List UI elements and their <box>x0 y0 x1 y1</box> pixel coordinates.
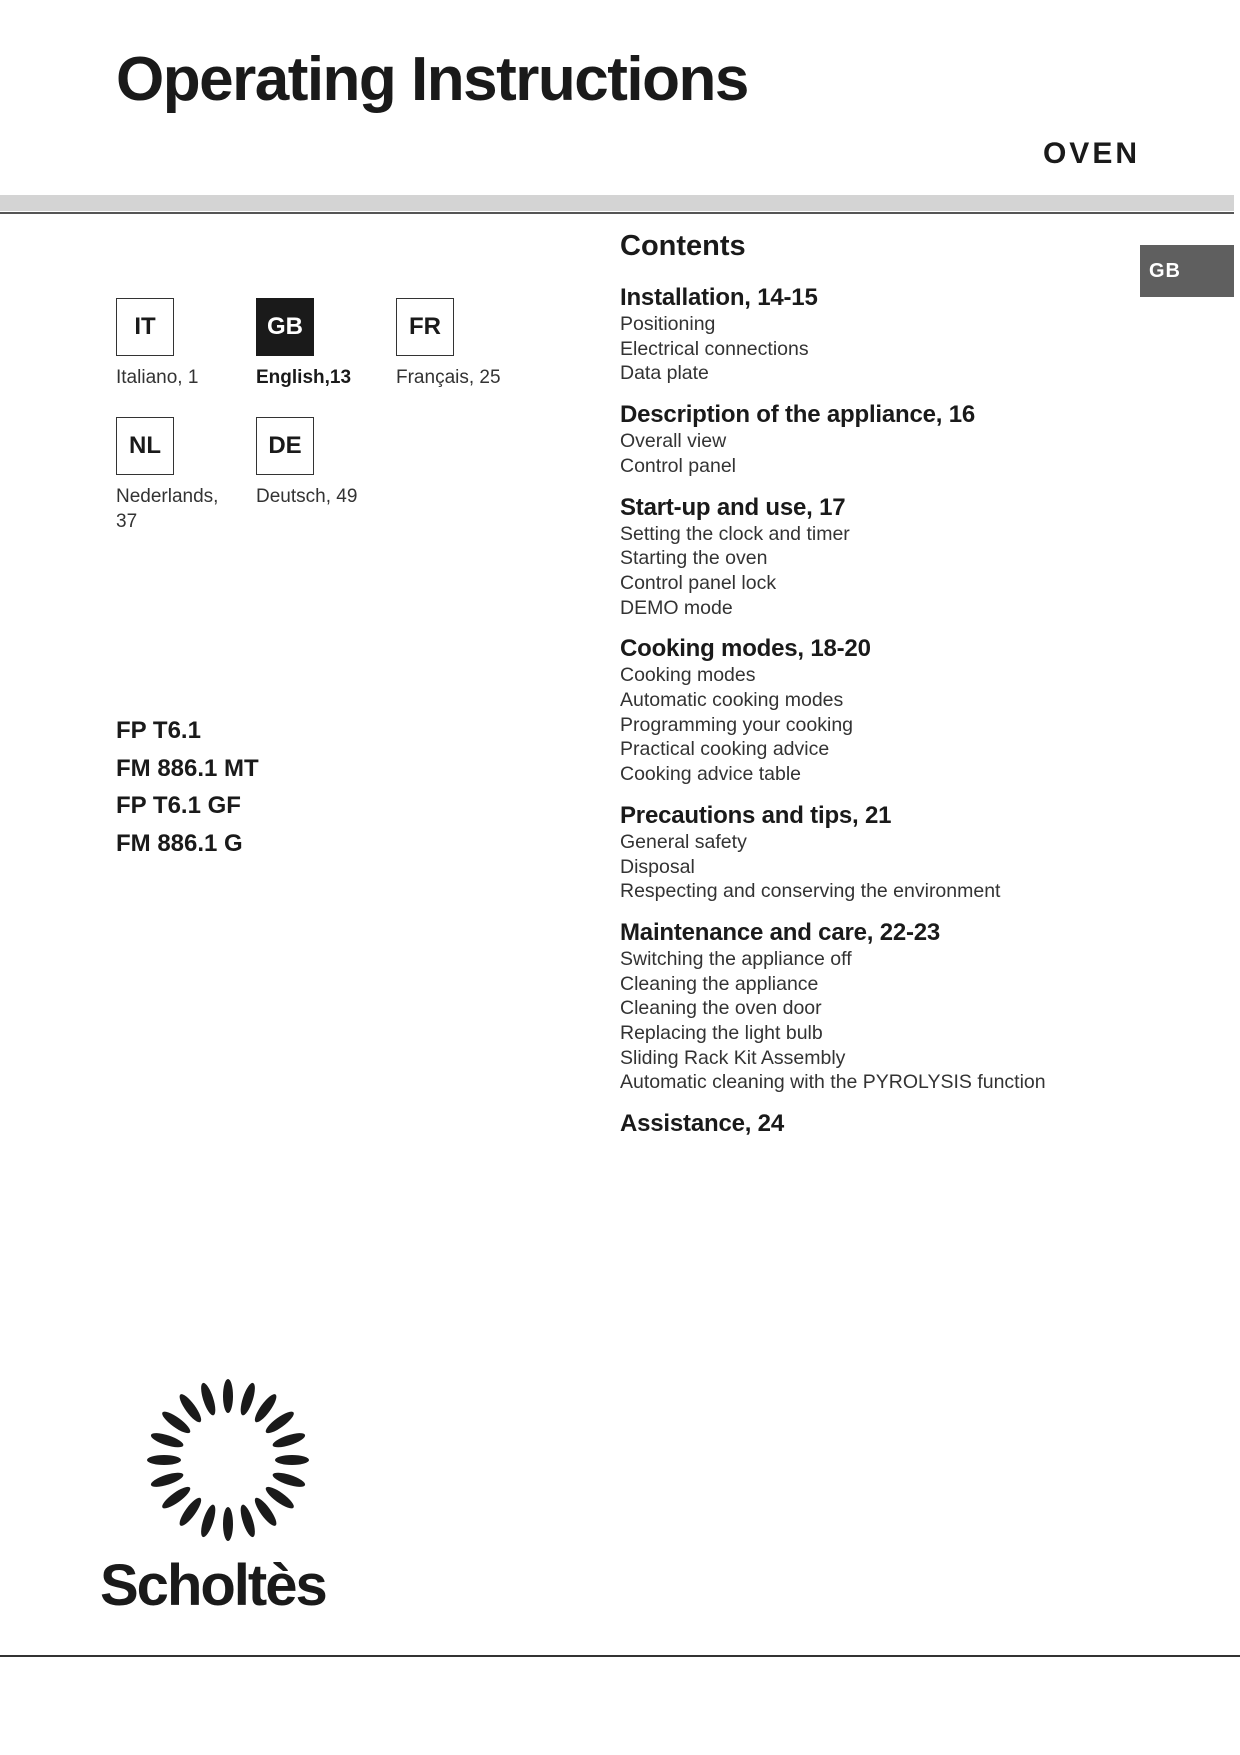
section-item[interactable]: DEMO mode <box>620 596 733 619</box>
section-heading[interactable]: Maintenance and care, 22-23 <box>620 918 941 946</box>
model-name: FP T6.1 <box>116 717 201 744</box>
section-item[interactable]: Disposal <box>620 855 695 878</box>
logo-ray <box>198 1503 218 1538</box>
section-heading[interactable]: Precautions and tips, 21 <box>620 801 892 829</box>
section-item[interactable]: Control panel <box>620 454 736 477</box>
contents-section <box>620 400 1140 478</box>
brand-logo <box>100 1370 340 1619</box>
section-item[interactable]: Cooking advice table <box>620 763 802 786</box>
contents-section <box>620 1109 1140 1138</box>
language-option-it[interactable] <box>116 298 256 390</box>
contents-section <box>620 801 1140 904</box>
contents-title: Contents <box>620 230 746 262</box>
language-code-box: GB <box>256 298 314 356</box>
language-code-box: IT <box>116 298 174 356</box>
language-code-box: DE <box>256 417 314 475</box>
section-item[interactable]: Overall view <box>620 430 727 453</box>
language-label: Italiano, 1 <box>116 367 199 388</box>
section-item[interactable]: Respecting and conserving the environment <box>620 880 1001 903</box>
section-item[interactable]: Control panel lock <box>620 571 777 594</box>
language-code-box: FR <box>396 298 454 356</box>
header-divider <box>0 212 1234 214</box>
language-option-fr[interactable] <box>396 298 536 390</box>
section-item[interactable]: Sliding Rack Kit Assembly <box>620 1046 846 1069</box>
model-name: FP T6.1 GF <box>116 792 241 819</box>
section-item[interactable]: General safety <box>620 830 747 853</box>
language-option-de[interactable] <box>256 417 396 509</box>
language-code-box: NL <box>116 417 174 475</box>
section-item[interactable]: Replacing the light bulb <box>620 1022 823 1045</box>
section-heading[interactable]: Start-up and use, 17 <box>620 493 846 521</box>
section-heading[interactable]: Description of the appliance, 16 <box>620 401 976 429</box>
language-label: Deutsch, 49 <box>256 486 358 507</box>
product-type: OVEN <box>1042 137 1140 170</box>
model-name: FM 886.1 G <box>116 829 243 857</box>
language-label: Français, 25 <box>396 367 501 388</box>
contents-section <box>620 918 1140 1095</box>
logo-ray <box>238 1503 258 1538</box>
sun-burst-icon <box>138 1370 318 1550</box>
language-label: Nederlands, 37 <box>116 486 219 532</box>
logo-ray <box>149 1430 184 1450</box>
language-option-gb[interactable] <box>256 298 396 390</box>
table-of-contents <box>620 230 1140 1152</box>
logo-ray <box>198 1381 218 1416</box>
section-item[interactable]: Positioning <box>620 313 716 335</box>
language-option-nl[interactable] <box>116 417 234 534</box>
language-label: English,13 <box>256 367 352 388</box>
page-title: Operating Instructions <box>116 45 748 114</box>
language-tab-gb: GB <box>1140 245 1234 297</box>
section-item[interactable]: Data plate <box>620 362 709 385</box>
section-item[interactable]: Programming your cooking <box>620 713 854 736</box>
logo-ray <box>271 1470 306 1490</box>
section-item[interactable]: Automatic cleaning with the PYROLYSIS function <box>620 1071 1046 1094</box>
footer-divider <box>0 1655 1240 1657</box>
logo-ray <box>275 1455 309 1465</box>
logo-ray <box>271 1430 306 1450</box>
section-item[interactable]: Electrical connections <box>620 337 809 360</box>
logo-ray <box>223 1379 233 1413</box>
model-name: FM 886.1 MT <box>116 754 259 782</box>
logo-ray <box>149 1470 184 1490</box>
section-item[interactable]: Switching the appliance off <box>620 947 852 970</box>
header-band <box>0 195 1234 211</box>
section-item[interactable]: Cooking modes <box>620 664 756 687</box>
contents-section <box>620 634 1140 787</box>
section-item[interactable]: Practical cooking advice <box>620 738 830 761</box>
logo-ray <box>238 1381 258 1416</box>
section-item[interactable]: Setting the clock and timer <box>620 522 850 545</box>
section-heading[interactable]: Assistance, 24 <box>620 1110 784 1138</box>
section-heading[interactable]: Installation, 14-15 <box>620 284 818 311</box>
section-heading[interactable]: Cooking modes, 18-20 <box>620 635 871 663</box>
brand-name: Scholtès <box>100 1553 326 1618</box>
logo-ray <box>223 1507 233 1541</box>
section-item[interactable]: Cleaning the appliance <box>620 972 819 995</box>
contents-section <box>620 283 1140 386</box>
logo-ray <box>147 1455 181 1465</box>
section-item[interactable]: Starting the oven <box>620 547 768 570</box>
model-list <box>116 712 259 862</box>
section-item[interactable]: Automatic cooking modes <box>620 689 844 712</box>
contents-section <box>620 493 1140 621</box>
section-item[interactable]: Cleaning the oven door <box>620 997 822 1020</box>
